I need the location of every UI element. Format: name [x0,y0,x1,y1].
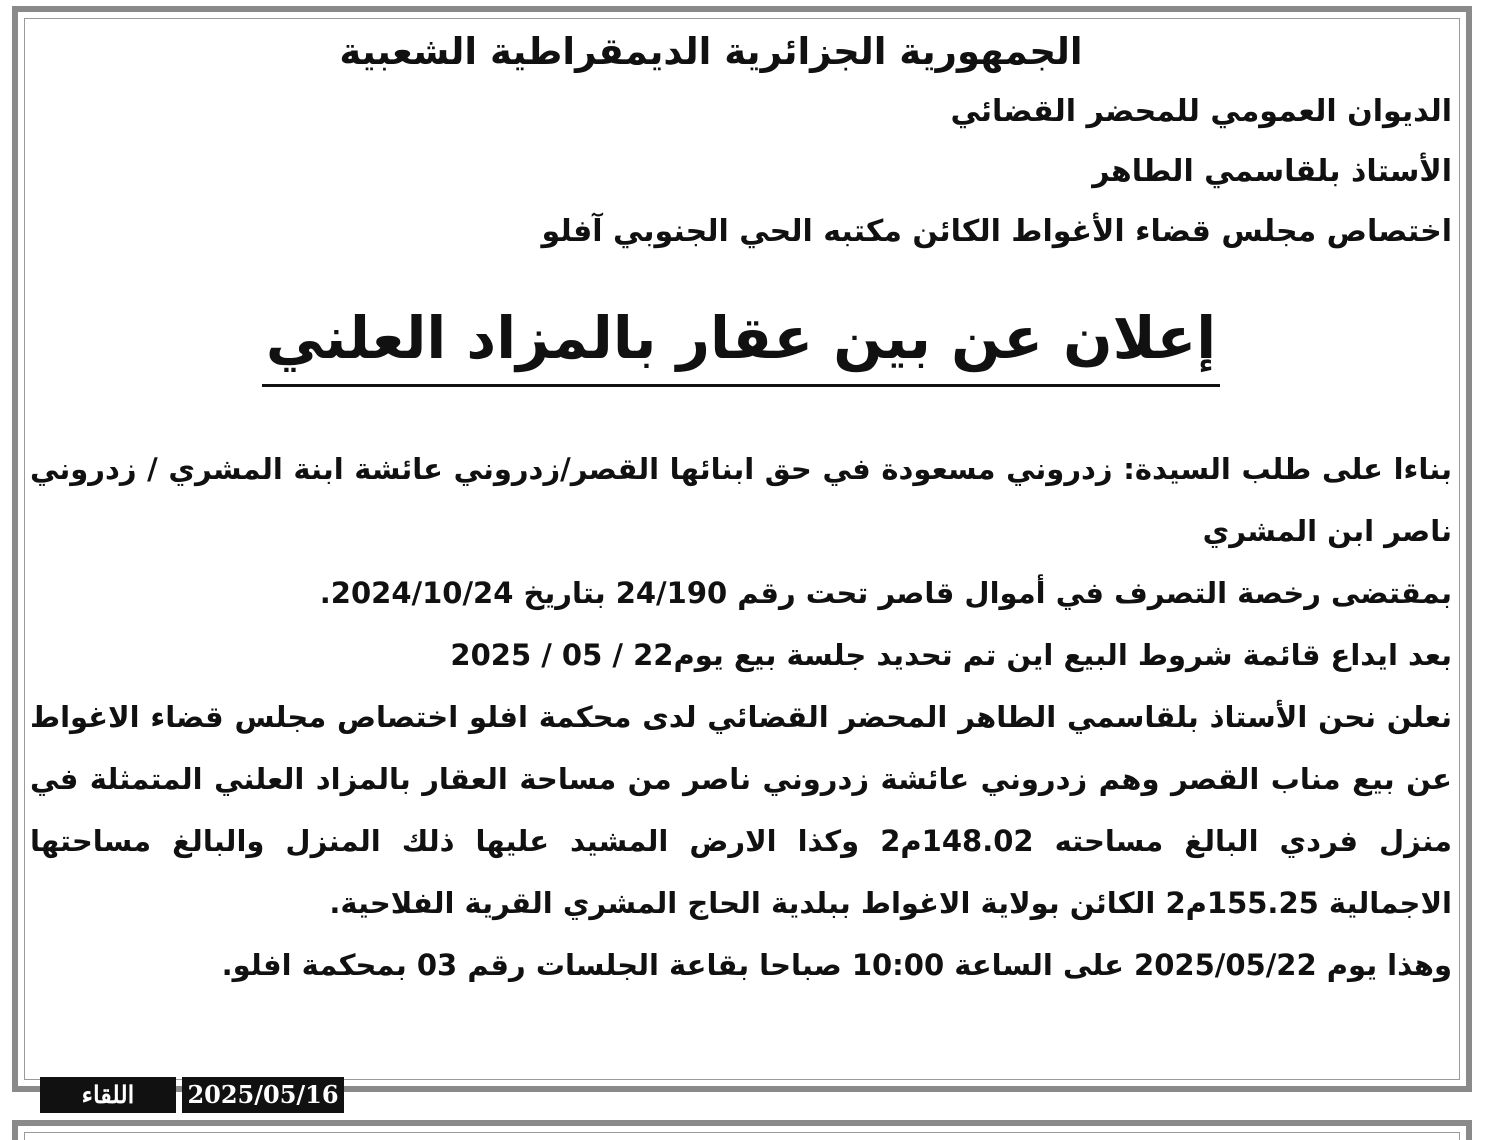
office-name: الديوان العمومي للمحضر القضائي [950,94,1452,129]
jurisdiction-line: اختصاص مجلس قضاء الأغواط الكائن مكتبه الحي الجنوبي آفلو [541,214,1452,249]
publication-footer [40,1077,344,1113]
announcement-body [30,438,1452,996]
request-paragraph: بناءا على طلب السيدة: زدروني مسعودة في حق ابنائها القصر/زدروني عائشة ابنة المشري / زدروني ناصر ابن المشري [30,452,1452,548]
sale-paragraph: نعلن نحن الأستاذ بلقاسمي الطاهر المحضر القضائي لدى محكمة افلو اختصاص مجلس قضاء الاغواط عن بيع مناب القصر وهم زدروني عائشة زدروني ناصر من مساحة العقار بالمزاد العلني المتمثلة في منزل فردي البالغ مساحته 148.02م2 وكذا الارض المشيد عليها ذلك المنزل والبالغ مساحتها الاجمالية 155.25م2 الكائن بولاية الاغواط ببلدية الحاج المشري القرية الفلاحية. [30,700,1452,920]
license-paragraph: بمقتضى رخصة التصرف في أموال قاصر تحت رقم 24/190 بتاريخ 2024/10/24. [319,576,1452,610]
bailiff-name: الأستاذ بلقاسمي الطاهر [1092,154,1452,189]
announcement-headline: إعلان عن بين عقار بالمزاد العلني [262,298,1220,387]
next-ad-frame-edge [12,1120,1472,1140]
publication-date-badge: 2025/05/16 [182,1077,344,1113]
conditions-paragraph: بعد ايداع قائمة شروط البيع اين تم تحديد جلسة بيع يوم22 / 05 / 2025 [450,638,1452,672]
next-ad-frame-inner-edge [24,1132,1460,1140]
newspaper-name-badge: اللقاء [40,1077,176,1113]
republic-title: الجمهورية الجزائرية الديمقراطية الشعبية [339,30,1083,73]
headline-wrap [30,298,1452,408]
announcement-content [30,22,1452,996]
session-paragraph: وهذا يوم 2025/05/22 على الساعة 10:00 صباحا بقاعة الجلسات رقم 03 بمحكمة افلو. [221,948,1452,982]
